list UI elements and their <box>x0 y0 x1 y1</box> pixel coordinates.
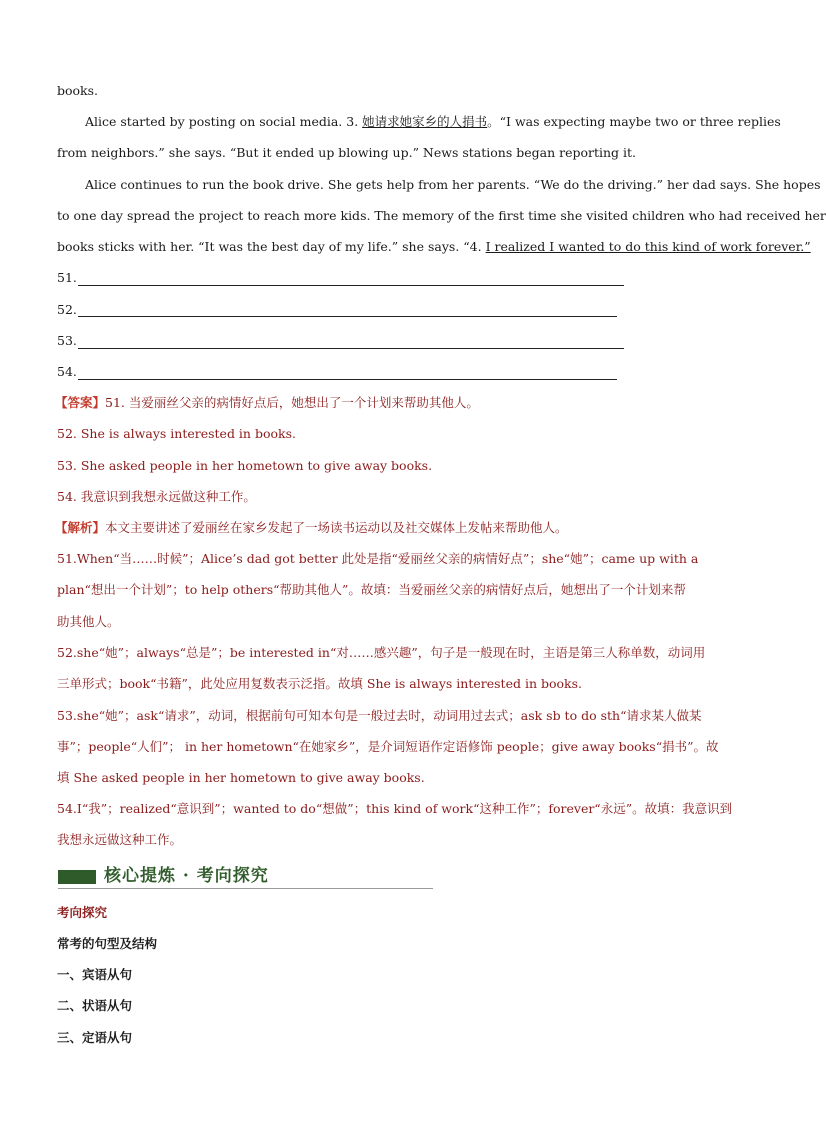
list-item: 一、宾语从句 <box>57 967 133 982</box>
list-item: 三、定语从句 <box>57 1030 133 1045</box>
subsection-heading: 常考的句型及结构 <box>57 936 158 951</box>
analysis-text: 本文主要讲述了爱丽丝在家乡发起了一场读书运动以及社交媒体上发帖来帮助他人。 <box>105 520 568 535</box>
analysis-line: 我想永远做这种工作。 <box>57 832 183 847</box>
blank-line <box>78 348 624 349</box>
section-header <box>58 864 433 889</box>
answer-blank-54 <box>57 362 77 382</box>
answer-51 <box>55 393 735 413</box>
subsection-title: 考向探究 <box>57 905 108 920</box>
analysis-line: plan“想出一个计划”；to help others“帮助其他人”。故填：当爱丽丝父亲的病情好点后，她想出了一个计划来帮 <box>57 582 686 597</box>
passage-text: Alice started by posting on social media. 3. <box>85 114 363 129</box>
answer-tag: 【答案】 <box>55 395 106 410</box>
passage-line: Alice continues to run the book drive. She gets help from her parents. “We do the driving.” her dad says. She hopes <box>85 177 821 192</box>
blank-line <box>78 285 624 286</box>
passage-line <box>85 112 781 132</box>
underlined-sentence-3: 她请求她家乡的人捐书 <box>362 114 488 129</box>
passage-text: books. <box>57 83 99 98</box>
blank-number: 53. <box>57 333 77 348</box>
analysis-line: 三单形式；book“书籍”，此处应用复数表示泛指。故填 She is always interested in books. <box>57 676 582 691</box>
passage-text: 。“I was expecting maybe two or three replies <box>487 114 781 129</box>
passage-text: books sticks with her. “It was the best day of my life.” she says. “4. <box>57 239 486 254</box>
blank-number: 51. <box>57 270 77 285</box>
answer-blank-52 <box>57 300 77 320</box>
analysis-line: 53.she“她”；ask“请求”，动词，根据前句可知本句是一般过去时，动词用过去式；ask sb to do sth“请求某人做某 <box>57 708 702 723</box>
analysis-line: 填 She asked people in her hometown to give away books. <box>57 770 425 785</box>
answer-54: 54. 我意识到我想永远做这种工作。 <box>57 489 256 504</box>
analysis-line: 52.she“她”；always“总是”；be interested in“对……感兴趣”，句子是一般现在时，主语是第三人称单数，动词用 <box>57 645 706 660</box>
analysis-line: 助其他人。 <box>57 614 120 629</box>
analysis-line: 54.I“我”；realized“意识到”；wanted to do“想做”；this kind of work“这种工作”；forever“永远”。故填：我意识到 <box>57 801 733 816</box>
passage-line: from neighbors.” she says. “But it ended up blowing up.” News stations began reporting it. <box>57 145 637 160</box>
list-item: 二、状语从句 <box>57 998 133 1013</box>
answer-53: 53. She asked people in her hometown to give away books. <box>57 458 433 473</box>
blank-line <box>78 316 617 317</box>
blank-number: 52. <box>57 302 77 317</box>
underlined-sentence-4: I realized I wanted to do this kind of work forever.” <box>485 239 811 254</box>
analysis-intro <box>55 518 735 538</box>
blank-line <box>78 379 617 380</box>
section-title: 核心提炼 · 考向探究 <box>104 866 269 886</box>
analysis-line: 事”；people“人们”； in her hometown“在她家乡”，是介词短语作定语修饰 people；give away books“捐书”。故 <box>57 739 719 754</box>
blank-number: 54. <box>57 364 77 379</box>
analysis-line: 51.When“当……时候”；Alice’s dad got better 此处是指“爱丽丝父亲的病情好点”；she“她”；came up with a <box>57 551 699 566</box>
passage-line <box>57 81 737 101</box>
passage-line: to one day spread the project to reach more kids. The memory of the first time she visited children who had received her <box>57 208 826 223</box>
section-marker-icon <box>58 870 96 884</box>
answer-blank-51 <box>57 268 77 288</box>
answer-text: 51. 当爱丽丝父亲的病情好点后，她想出了一个计划来帮助其他人。 <box>105 395 479 410</box>
answer-52: 52. She is always interested in books. <box>57 426 296 441</box>
analysis-tag: 【解析】 <box>55 520 106 535</box>
answer-blank-53 <box>57 331 77 351</box>
passage-line <box>57 237 811 257</box>
